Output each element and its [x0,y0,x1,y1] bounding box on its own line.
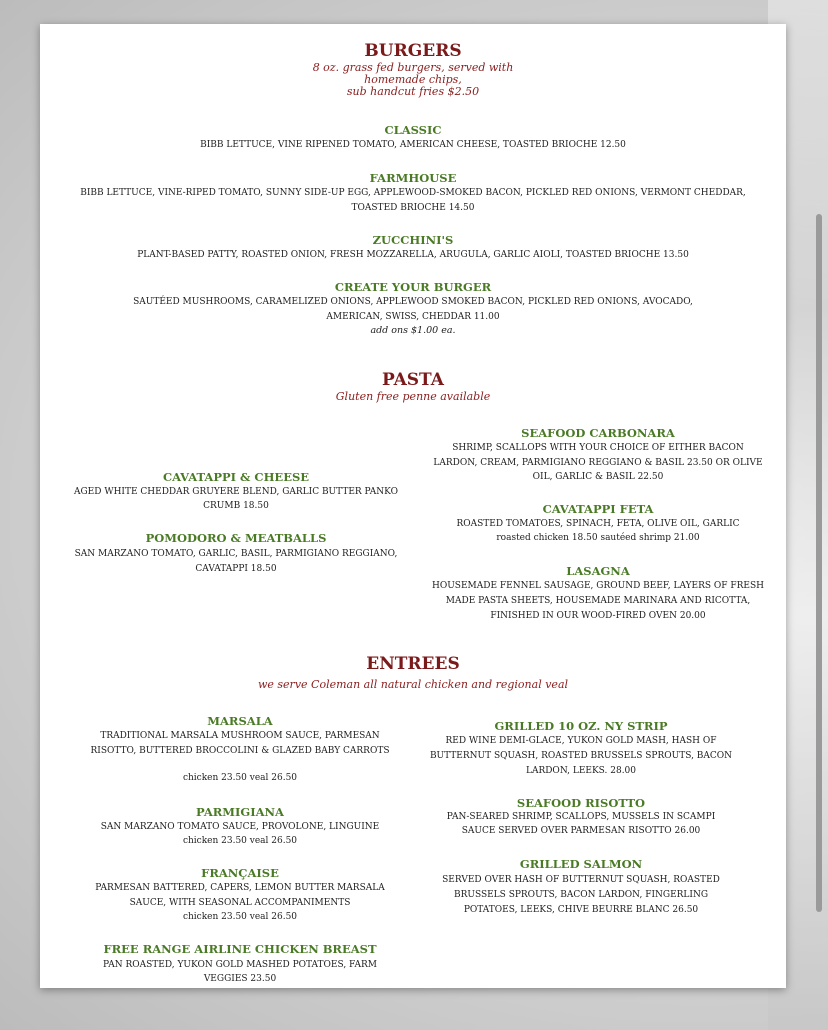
burger-classic-desc: BIBB LETTUCE, VINE RIPENED TOMATO, AMERICAN CHEESE, TOASTED BRIOCHE 12.50 [200,140,626,150]
pasta-seafood-carbonara-desc-2: LARDON, CREAM, PARMIGIANO REGGIANO & BASIL 23.50 OR OLIVE [433,458,763,468]
pasta-cavatappi-cheese-desc-1: AGED WHITE CHEDDAR GRUYERE BLEND, GARLIC BUTTER PANKO [73,487,398,497]
entree-grilled-salmon-name: GRILLED SALMON [519,857,643,871]
burger-classic-name: CLASSIC [384,123,442,137]
entree-airline-chicken-desc-2: VEGGIES 23.50 [203,974,277,984]
entree-marsala-desc-2: RISOTTO, BUTTERED BROCCOLINI & GLAZED BABY CARROTS [90,746,390,756]
pasta-cavatappi-feta-desc-2: roasted chicken 18.50 sautéed shrimp 21.00 [496,533,700,543]
burgers-subtitle-line-2: homemade chips, [364,73,462,86]
entree-grilled-salmon-desc-1: SERVED OVER HASH OF BUTTERNUT SQUASH, ROASTED [442,875,720,885]
pasta-seafood-carbonara-desc-3: OIL, GARLIC & BASIL 22.50 [532,472,664,482]
entree-ny-strip-desc-3: LARDON, LEEKS. 28.00 [525,766,637,776]
burgers-title: BURGERS [364,41,462,61]
burgers-subtitle-line-1: 8 oz. grass fed burgers, served with [312,61,514,74]
entree-francaise-name: FRANÇAISE [201,866,279,880]
entree-marsala-price: chicken 23.50 veal 26.50 [182,773,298,783]
entrees-title: ENTREES [366,654,460,674]
pasta-cavatappi-feta-desc-1: ROASTED TOMATOES, SPINACH, FETA, OLIVE OIL, GARLIC [456,519,740,529]
pasta-subtitle: Gluten free penne available [335,390,491,403]
pasta-lasagna-desc-1: HOUSEMADE FENNEL SAUSAGE, GROUND BEEF, LAYERS OF FRESH [432,581,764,591]
pasta-pomodoro-name: POMODORO & MEATBALLS [145,531,327,545]
entree-seafood-risotto-desc-2: SAUCE SERVED OVER PARMESAN RISOTTO 26.00 [461,826,701,836]
pasta-title: PASTA [382,370,444,390]
burger-farmhouse-desc-2: TOASTED BRIOCHE 14.50 [351,203,475,213]
pasta-seafood-carbonara-desc-1: SHRIMP, SCALLOPS WITH YOUR CHOICE OF EITHER BACON [452,443,744,453]
entree-francaise-desc-1: PARMESAN BATTERED, CAPERS, LEMON BUTTER MARSALA [95,883,385,893]
entree-seafood-risotto-desc-1: PAN-SEARED SHRIMP, SCALLOPS, MUSSELS IN SCAMPI [446,812,716,822]
pasta-lasagna-desc-2: MADE PASTA SHEETS, HOUSEMADE MARINARA AND RICOTTA, [445,596,751,606]
entree-parmigiana-name: PARMIGIANA [196,805,284,819]
burger-create-desc-2: AMERICAN, SWISS, CHEDDAR 11.00 [326,312,500,322]
entree-ny-strip-desc-1: RED WINE DEMI-GLACE, YUKON GOLD MASH, HASH OF [445,736,717,746]
entree-marsala-desc-1: TRADITIONAL MARSALA MUSHROOM SAUCE, PARMESAN [100,731,380,741]
entree-grilled-salmon-desc-3: POTATOES, LEEKS, CHIVE BEURRE BLANC 26.50 [463,905,699,915]
entree-airline-chicken-desc-1: PAN ROASTED, YUKON GOLD MASHED POTATOES, FARM [102,960,378,970]
entree-francaise-desc-2: SAUCE, WITH SEASONAL ACCOMPANIMENTS [129,898,351,908]
burger-create-name: CREATE YOUR BURGER [334,280,492,294]
entree-ny-strip-name: GRILLED 10 OZ. NY STRIP [494,719,668,733]
entree-parmigiana-desc-1: SAN MARZANO TOMATO SAUCE, PROVOLONE, LINGUINE [100,822,380,832]
entrees-subtitle: we serve Coleman all natural chicken and regional veal [257,678,569,691]
entree-grilled-salmon-desc-2: BRUSSELS SPROUTS, BACON LARDON, FINGERLING [453,890,709,900]
entree-marsala-name: MARSALA [207,714,273,728]
burger-create-note: add ons $1.00 ea. [370,325,456,336]
pasta-pomodoro-desc-2: CAVATAPPI 18.50 [195,564,277,574]
pasta-pomodoro-desc-1: SAN MARZANO TOMATO, GARLIC, BASIL, PARMIGIANO REGGIANO, [74,549,398,559]
entree-francaise-price: chicken 23.50 veal 26.50 [182,912,298,922]
burgers-subtitle-line-3: sub handcut fries $2.50 [346,85,480,98]
pasta-seafood-carbonara-name: SEAFOOD CARBONARA [521,426,675,440]
pasta-lasagna-desc-3: FINISHED IN OUR WOOD-FIRED OVEN 20.00 [490,611,706,621]
entree-airline-chicken-name: FREE RANGE AIRLINE CHICKEN BREAST [103,942,377,956]
burger-farmhouse-name: FARMHOUSE [369,171,457,185]
burger-farmhouse-desc-1: BIBB LETTUCE, VINE-RIPED TOMATO, SUNNY SIDE-UP EGG, APPLEWOOD-SMOKED BACON, PICKLED RED ONIONS, VERMONT CHEDDAR, [80,188,746,198]
burger-zucchinis-name: ZUCCHINI'S [372,233,454,247]
burger-zucchinis-desc: PLANT-BASED PATTY, ROASTED ONION, FRESH MOZZARELLA, ARUGULA, GARLIC AIOLI, TOASTED BRIOCHE 13.50 [137,250,689,260]
scrollbar[interactable] [816,214,822,912]
menu-page [40,24,786,988]
burger-create-desc-1: SAUTÉED MUSHROOMS, CARAMELIZED ONIONS, APPLEWOOD SMOKED BACON, PICKLED RED ONIONS, AVOCADO, [133,297,693,307]
pasta-cavatappi-cheese-desc-2: CRUMB 18.50 [203,501,269,511]
entree-ny-strip-desc-2: BUTTERNUT SQUASH, ROASTED BRUSSELS SPROUTS, BACON [429,751,733,761]
pasta-lasagna-name: LASAGNA [566,564,630,578]
pasta-cavatappi-feta-name: CAVATAPPI FETA [542,502,654,516]
pasta-cavatappi-cheese-name: CAVATAPPI & CHEESE [162,470,310,484]
entree-parmigiana-price: chicken 23.50 veal 26.50 [182,836,298,846]
entree-seafood-risotto-name: SEAFOOD RISOTTO [516,796,646,810]
